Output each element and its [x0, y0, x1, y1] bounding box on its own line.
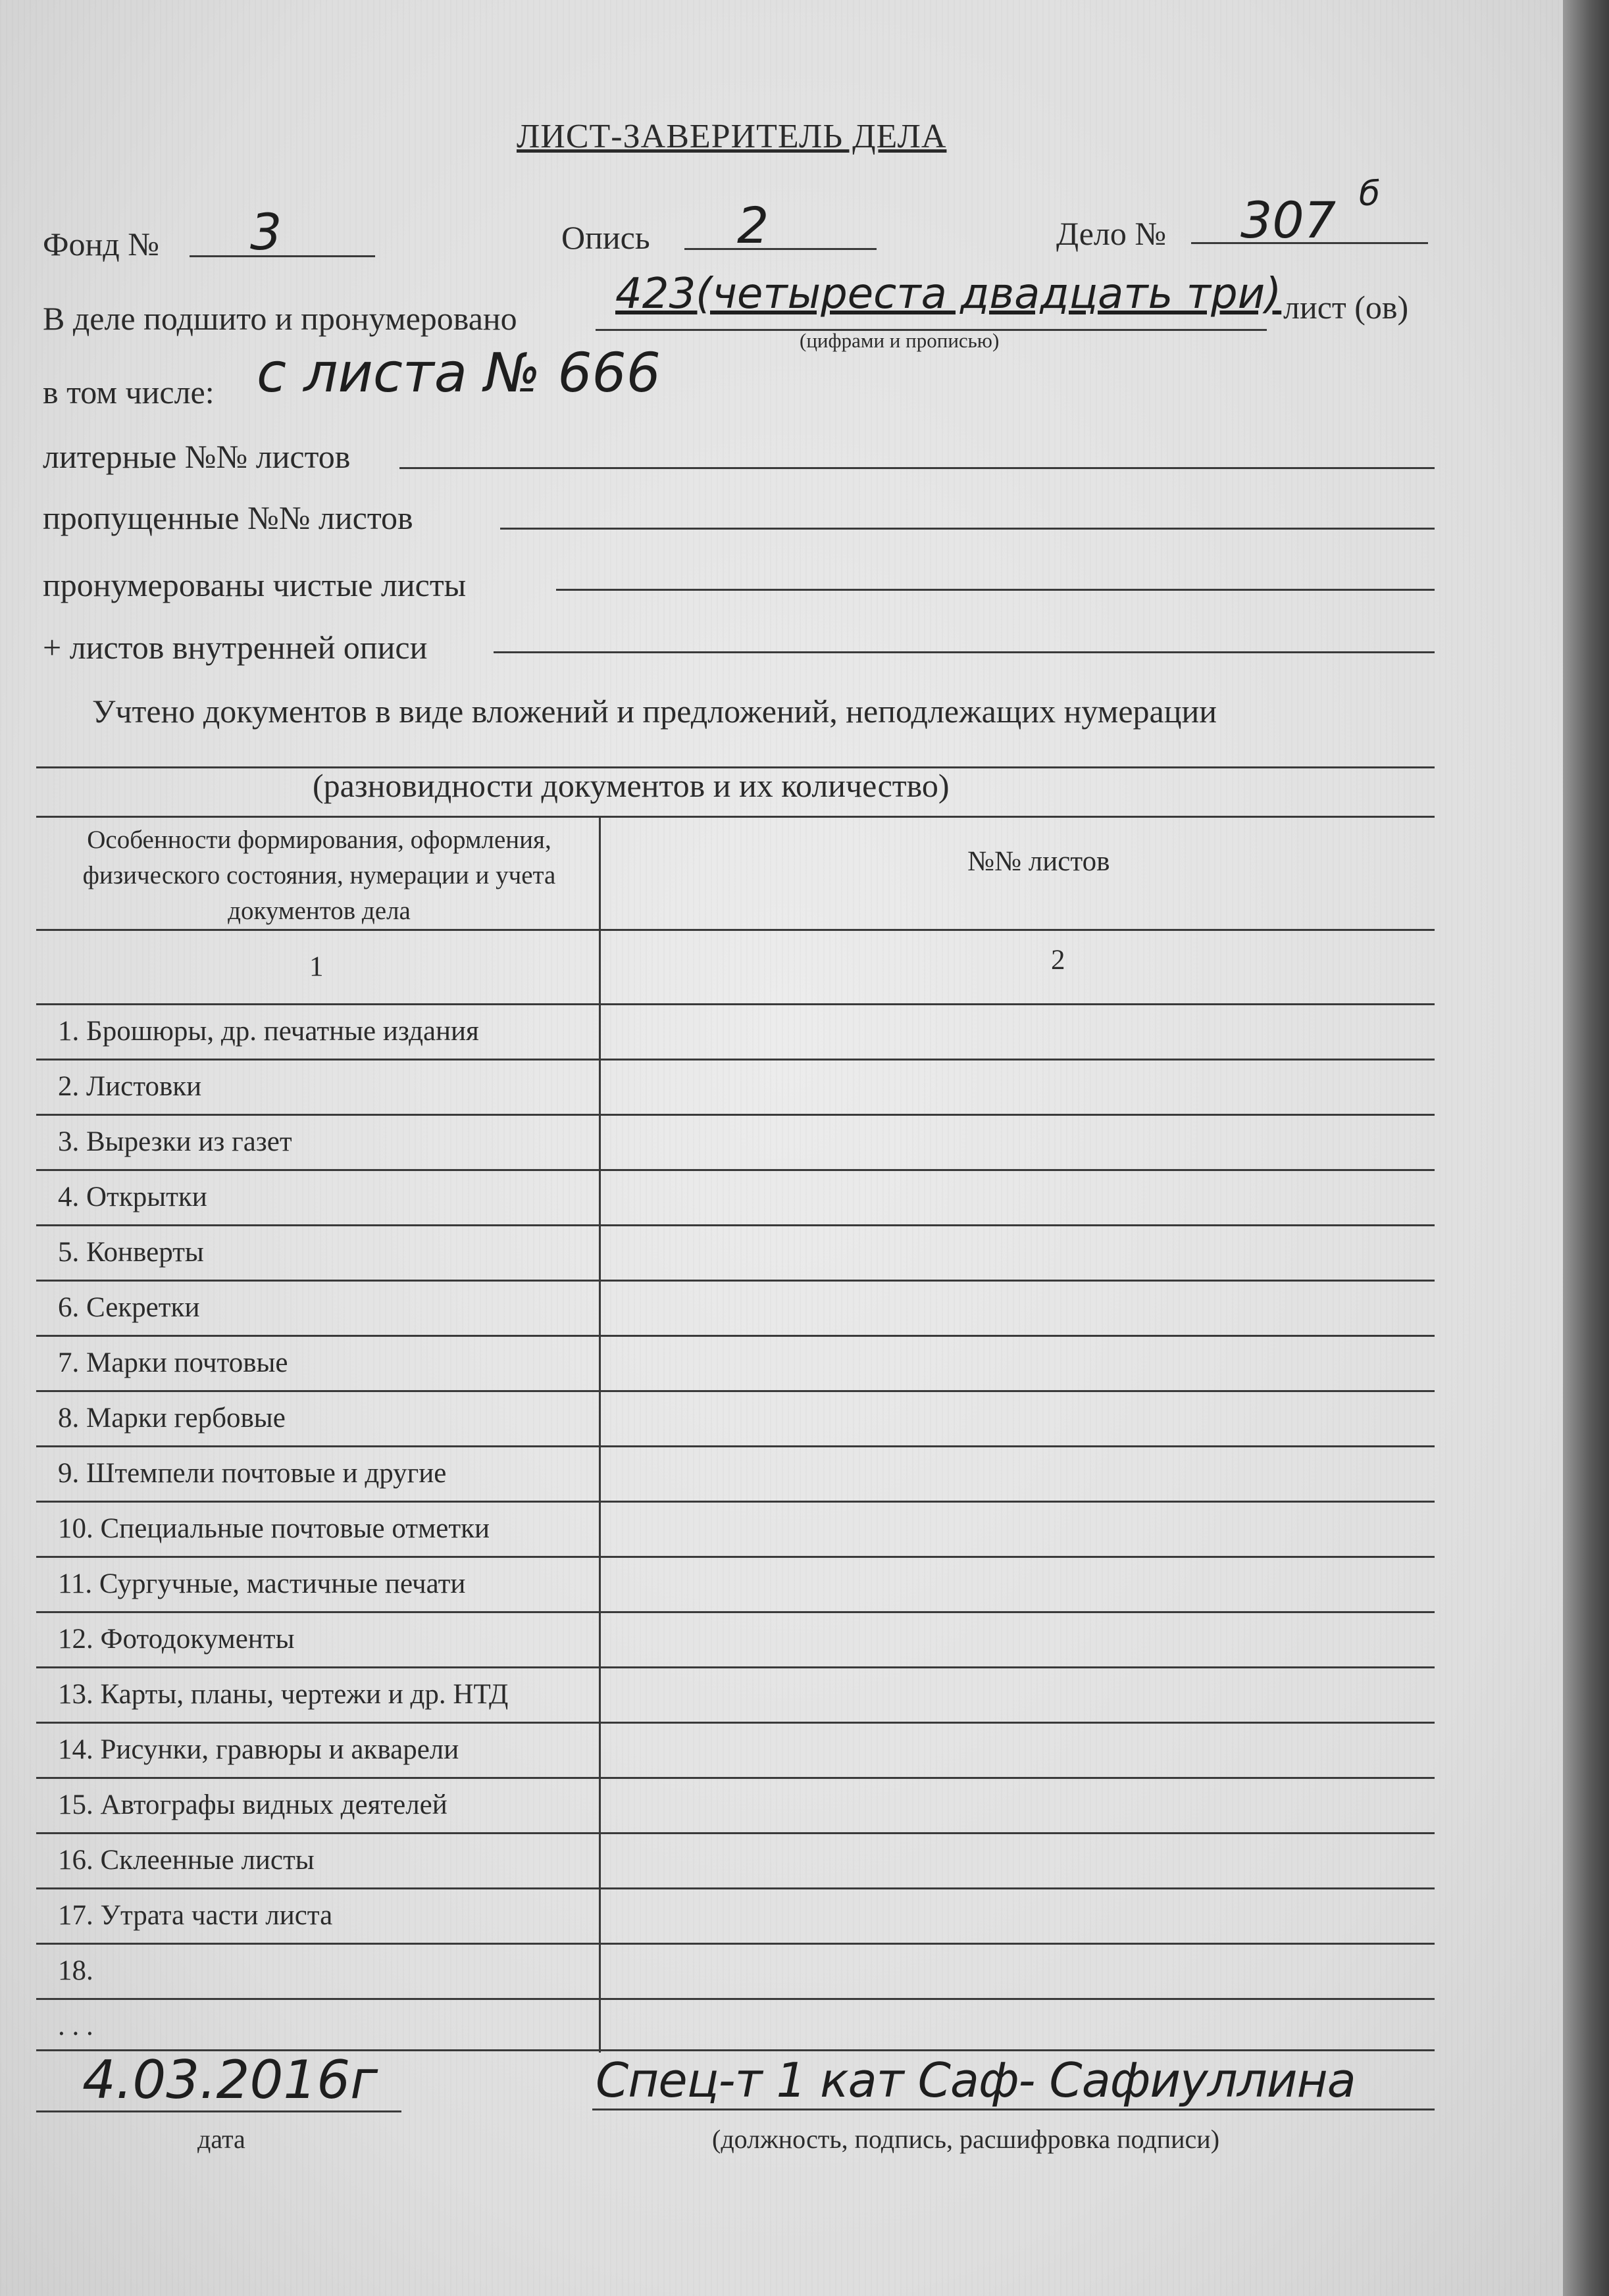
table-row-label: 5. Конверты — [58, 1237, 204, 1268]
table-row-rule — [36, 1224, 1435, 1226]
table-row-label: 15. Автографы видных деятелей — [58, 1789, 447, 1820]
including-label: в том числе: — [43, 374, 215, 411]
date-line — [36, 2110, 401, 2112]
opis-value: 2 — [737, 196, 769, 255]
table-row-label: 1. Брошюры, др. печатные издания — [58, 1016, 479, 1047]
including-value: с листа № 666 — [257, 342, 661, 405]
delo-value: 307 — [1240, 191, 1337, 249]
signature-label: (должность, подпись, расшифровка подписи) — [712, 2124, 1220, 2154]
table-row-label: 8. Марки гербовые — [58, 1403, 286, 1434]
date-label: дата — [197, 2124, 245, 2154]
table-top-rule — [36, 816, 1435, 818]
missed-sheets-label: пропущенные №№ листов — [43, 499, 413, 536]
table-row-label: 7. Марки почтовые — [58, 1347, 288, 1378]
table-number-rule — [36, 1003, 1435, 1005]
table-row-label: 10. Специальные почтовые отметки — [58, 1513, 490, 1544]
table-col2-header: №№ листов — [967, 846, 1110, 877]
table-row-label: 17. Утрата части листа — [58, 1900, 333, 1931]
missed-sheets-line — [500, 528, 1435, 530]
table-row-rule — [36, 1280, 1435, 1282]
fond-line — [190, 255, 375, 257]
sewn-label: В деле подшито и пронумеровано — [43, 300, 517, 337]
blank-sheets-label: пронумерованы чистые листы — [43, 566, 467, 603]
fond-label: Фонд № — [43, 226, 159, 262]
table-row-label: 6. Секретки — [58, 1292, 200, 1323]
sewn-value: 423(четыреста двадцать три) — [615, 270, 1282, 318]
table-row-rule — [36, 1169, 1435, 1171]
blank-sheets-line — [556, 589, 1435, 591]
table-row-label: 3. Вырезки из газет — [58, 1126, 292, 1157]
table-row-label: 9. Штемпели почтовые и другие — [58, 1458, 447, 1489]
table-row-rule — [36, 1501, 1435, 1503]
table-col2-number: 2 — [1051, 945, 1065, 976]
table-row-label: 11. Сургучные, мастичные печати — [58, 1568, 466, 1599]
table-column-divider — [599, 816, 601, 2053]
table-row-rule — [36, 1666, 1435, 1668]
accounted-hint: (разновидности документов и их количество) — [313, 767, 950, 804]
table-row-label: 12. Фотодокументы — [58, 1624, 295, 1655]
sewn-unit: лист (ов) — [1283, 289, 1409, 326]
table-col1-header: Особенности формирования, оформления, физического состояния, нумерации и учета документов дела — [82, 826, 556, 925]
fond-value: 3 — [250, 203, 282, 261]
delo-label: Дело № — [1056, 215, 1167, 252]
table-row-label: 16. Склеенные листы — [58, 1845, 315, 1876]
table-row-label: 14. Рисунки, гравюры и акварели — [58, 1734, 459, 1765]
table-header-rule — [36, 929, 1435, 931]
signature-value: Спец-т 1 кат Саф- Сафиуллина — [596, 2053, 1356, 2108]
literal-sheets-label: литерные №№ листов — [43, 438, 351, 475]
accounted-line: Учтено документов в виде вложений и предложений, неподлежащих нумерации — [92, 693, 1217, 730]
inner-inventory-line — [494, 651, 1435, 653]
table-col1-number: 1 — [309, 951, 324, 982]
table-row-rule — [36, 1998, 1435, 2000]
table-row-rule — [36, 1556, 1435, 1558]
table-row-rule — [36, 1722, 1435, 1724]
table-row-rule — [36, 1114, 1435, 1116]
signature-line — [592, 2109, 1435, 2110]
table-row-rule — [36, 1059, 1435, 1061]
table-row-rule — [36, 1335, 1435, 1337]
table-row-rule — [36, 1887, 1435, 1889]
table-row-label: 2. Листовки — [58, 1071, 202, 1102]
table-row-label: . . . — [58, 2010, 93, 2041]
opis-line — [684, 248, 877, 250]
table-row-rule — [36, 1777, 1435, 1779]
opis-label: Опись — [561, 219, 650, 256]
table-row-rule — [36, 1445, 1435, 1447]
document-title: ЛИСТ-ЗАВЕРИТЕЛЬ ДЕЛА — [517, 118, 947, 155]
page-edge-shadow — [1563, 0, 1609, 2296]
inner-inventory-label: + листов внутренней описи — [43, 629, 428, 666]
table-row-rule — [36, 1832, 1435, 1834]
date-value: 4.03.2016г — [82, 2049, 378, 2110]
table-row-label: 13. Карты, планы, чертежи и др. НТД — [58, 1679, 509, 1710]
table-row-rule — [36, 1943, 1435, 1945]
table-row-rule — [36, 1390, 1435, 1392]
literal-sheets-line — [399, 467, 1435, 469]
delo-suffix: б — [1359, 174, 1381, 214]
table-row-label: 4. Открытки — [58, 1182, 207, 1212]
table-row-label: 18. — [58, 1955, 93, 1986]
sewn-hint: (цифрами и прописью) — [800, 329, 1000, 352]
table-row-rule — [36, 1611, 1435, 1613]
